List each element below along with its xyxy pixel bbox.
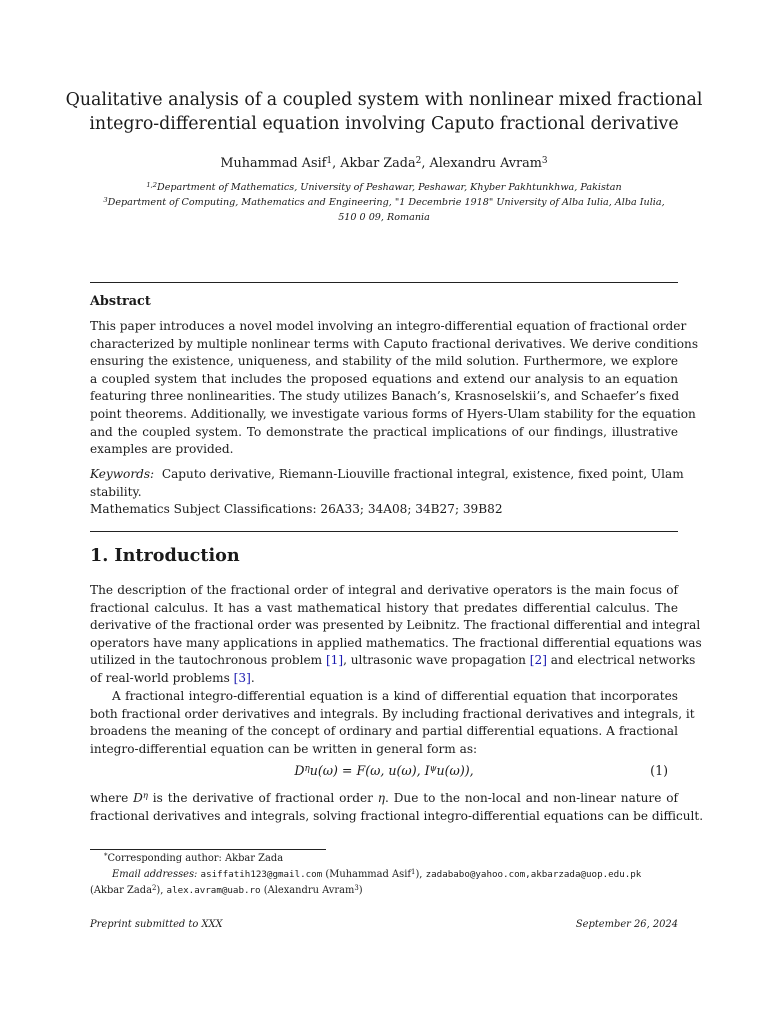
abstract-line: examples are provided. — [90, 442, 234, 457]
abstract-heading: Abstract — [90, 294, 151, 309]
footnote-rule — [90, 849, 326, 850]
keywords-line-2: stability. — [90, 484, 142, 499]
text-span: of real-world problems — [90, 670, 234, 685]
text-line: integro-differential equation can be written in general form as: — [90, 741, 478, 756]
email-line-2: (Akbar Zada$^2$), alex.avram@uab.ro (Alexandru Avram$^3$) — [90, 883, 363, 896]
corresponding-author-text: Corresponding author: Akbar Zada — [107, 853, 284, 864]
affiliations — [88, 180, 680, 225]
text-span: is the derivative of fractional order — [147, 791, 378, 805]
abstract-line: This paper introduces a novel model involving an integro-differential equation of fractional order — [90, 319, 687, 333]
affiliation-text: Department of Mathematics, University of Peshawar, Peshawar, Khyber Pakhtunkhwa, Pakistan — [157, 182, 622, 193]
keywords-line-1 — [90, 466, 684, 484]
msc-classifications: Mathematics Subject Classifications: 26A33; 34A08; 34B27; 39B82 — [90, 502, 503, 517]
text-line: derivative of the fractional order was presented by Leibnitz. The fractional differential and integral — [90, 618, 701, 633]
email-owner: (Alexandru Avram — [263, 885, 355, 896]
email-link[interactable]: zadababo@yahoo.com,akbarzada@uop.edu.pk — [425, 869, 642, 880]
footnote — [90, 851, 678, 899]
author-list — [60, 155, 708, 173]
intro-paragraph-1 — [90, 582, 702, 688]
affiliation-2-cont: 510 0 09, Romania — [338, 212, 430, 223]
text-line: fractional calculus. It has a vast mathematical history that predates differential calculus. The — [90, 600, 678, 615]
abstract-line: characterized by multiple nonlinear terms with Caputo fractional derivatives. We derive conditions — [90, 336, 699, 351]
affiliation-sup: 1,2 — [146, 180, 157, 189]
equation-body: $D^\eta u(\omega) = F(\omega$, u(ω), $I^\psi u(\omega)$), — [294, 763, 474, 778]
intro-paragraph-3 — [90, 790, 704, 825]
text-line — [90, 670, 678, 688]
abstract-line: featuring three nonlinearities. The study utilizes Banach’s, Krasnoselskii’s, and Schaefer’s fixed — [90, 389, 680, 404]
author-sup: 1 — [326, 155, 333, 166]
abstract-body — [90, 318, 699, 459]
author-sup: 2 — [415, 155, 422, 166]
text-span: utilized in the tautochronous problem — [90, 653, 326, 668]
title-line-2: integro-differential equation involving Caputo fractional derivative — [89, 114, 679, 134]
author-separator: , — [332, 156, 341, 171]
citation-link[interactable]: [3] — [233, 670, 251, 685]
footer-right: September 26, 2024 — [575, 919, 678, 930]
section-heading — [90, 545, 246, 566]
author-name: Muhammad Asif — [220, 156, 327, 171]
abstract-bottom-rule — [90, 531, 678, 532]
author-separator: , — [421, 156, 430, 171]
text-span: where — [90, 791, 134, 805]
author-name: Akbar Zada — [340, 156, 416, 171]
email-owner: (Akbar Zada — [90, 885, 152, 896]
email-label: Email addresses: — [112, 869, 198, 880]
text-line: A fractional integro-differential equation is a kind of differential equation that incorporates — [112, 689, 678, 703]
text-line: The description of the fractional order of integral and derivative operators is the main focus of — [90, 583, 678, 597]
affiliation-2 — [88, 195, 680, 210]
abstract-line: point theorems. Additionally, we investigate various forms of Hyers-Ulam stability for the equation — [90, 406, 696, 421]
equation-number: (1) — [650, 763, 668, 778]
keywords — [90, 466, 684, 519]
abstract-line: a coupled system that includes the proposed equations and extend our analysis to an equation — [90, 371, 678, 386]
citation-link[interactable]: [2] — [529, 653, 547, 668]
text-span: , ultrasonic wave propagation — [343, 653, 530, 668]
author-name: Alexandru Avram — [429, 156, 542, 171]
corresponding-author: *Corresponding author: Akbar Zada — [104, 851, 284, 864]
keywords-label: Keywords: — [90, 467, 155, 481]
text-span: and electrical networks — [546, 653, 696, 668]
section-title: Introduction — [114, 545, 240, 566]
paper-title — [60, 88, 708, 136]
affiliation-sup: 3 — [103, 195, 108, 204]
equation-1 — [90, 763, 678, 783]
abstract-line: and the coupled system. To demonstrate the practical implications of our findings, illustrative — [90, 424, 678, 439]
author-sup: 3 — [541, 155, 548, 166]
text-span: . Due to the non-local and non-linear nature of — [385, 791, 678, 805]
email-owner: (Muhammad Asif — [325, 869, 412, 880]
abstract-top-rule — [90, 282, 678, 283]
text-span: . — [250, 670, 255, 685]
affiliation-1 — [88, 180, 680, 195]
affiliation-text: Department of Computing, Mathematics and Engineering, "1 Decembrie 1918" University of Alba Iulia, Alba Iulia, — [107, 197, 665, 208]
text-line: both fractional order derivatives and integrals. By including fractional derivatives and integrals, it — [90, 706, 695, 721]
abstract-line: ensuring the existence, uniqueness, and stability of the mild solution. Furthermore, we explore — [90, 354, 678, 369]
citation-link[interactable]: [1] — [325, 653, 344, 668]
text-line: broadens the meaning of the concept of ordinary and partial differential equations. A fractional — [90, 724, 678, 739]
section-number: 1. — [90, 545, 109, 566]
text-line — [90, 652, 696, 670]
text-line — [90, 790, 678, 808]
intro-paragraph-2 — [90, 688, 695, 758]
math-symbol: η — [377, 791, 385, 805]
email-link[interactable]: asiffatih123@gmail.com — [200, 869, 323, 880]
math-symbol: $D^\eta$ — [133, 790, 148, 805]
email-line-1: Email addresses: asiffatih123@gmail.com (Muhammad Asif$^1$), zadababo@yahoo.com,akbarzada@uop.edu.pk — [112, 867, 642, 880]
footer-left: Preprint submitted to XXX — [90, 919, 223, 930]
text-line: fractional derivatives and integrals, solving fractional integro-differential equations can be difficult. — [90, 808, 704, 823]
email-link[interactable]: alex.avram@uab.ro — [166, 885, 261, 896]
keywords-text: Caputo derivative, Riemann-Liouville fractional integral, existence, fixed point, Ulam — [161, 467, 684, 481]
title-line-1: Qualitative analysis of a coupled system with nonlinear mixed fractional — [65, 90, 703, 110]
text-line: operators have many applications in applied mathematics. The fractional differential equations was — [90, 635, 702, 650]
